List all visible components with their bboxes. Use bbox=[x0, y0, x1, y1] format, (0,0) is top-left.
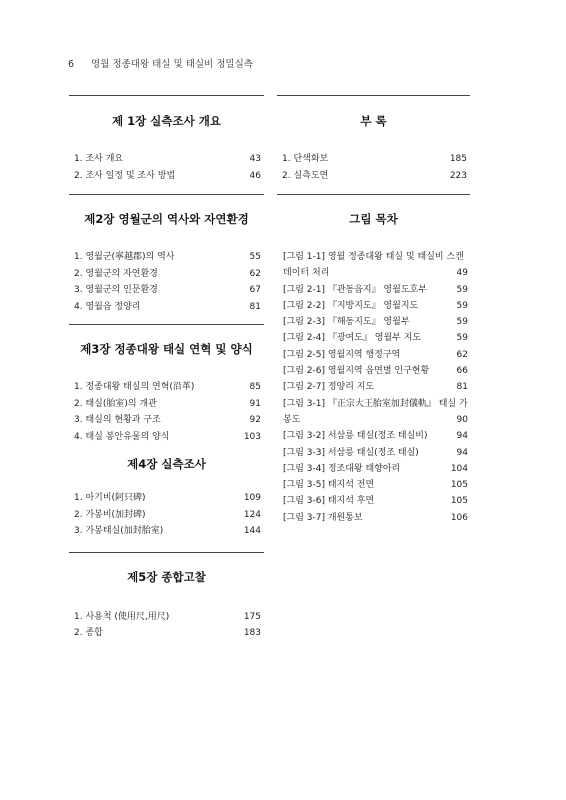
appendix-title[interactable]: 부 록 bbox=[360, 114, 387, 128]
figure-entry[interactable]: 데이터 처리 49 bbox=[283, 268, 468, 279]
figure-entry[interactable]: [그림 2-7] 정양리 지도 81 bbox=[283, 382, 468, 393]
figure-list bbox=[277, 249, 470, 526]
chapter-2 bbox=[69, 194, 264, 324]
toc-entry[interactable]: 3. 태실의 현황과 구조 92 bbox=[74, 415, 261, 425]
chapter-5-items bbox=[69, 609, 264, 642]
appendix-section bbox=[277, 95, 470, 194]
toc-entry[interactable]: 1. 아기비(阿只碑) 109 bbox=[74, 493, 261, 503]
toc-entry[interactable]: 1. 사용척 (使用尺,用尺) 175 bbox=[74, 611, 261, 622]
chapter-1 bbox=[69, 95, 264, 194]
figure-entry[interactable]: [그림 3-4] 정조대왕 태향아리 104 bbox=[283, 463, 468, 474]
toc-entry[interactable]: 2. 가봉비(加封碑) 124 bbox=[74, 509, 261, 520]
toc-entry[interactable]: 1. 영월군(寧越郡)의 역사 55 bbox=[74, 252, 261, 262]
chapter-3 bbox=[69, 324, 264, 458]
figure-entry[interactable]: [그림 3-7] 개원통보 106 bbox=[283, 512, 468, 523]
toc-entry[interactable]: 1. 정종대왕 태실의 연혁(沿革) 85 bbox=[74, 382, 261, 392]
chapter-title[interactable]: 제2장 영월군의 역사와 자연환경 bbox=[84, 212, 249, 226]
figure-entry[interactable]: [그림 1-1] 영월 정종대왕 태실 및 태실비 스캔 bbox=[283, 252, 464, 262]
figure-entry[interactable]: [그림 2-2] 『지방지도』 영월지도 59 bbox=[283, 300, 468, 311]
chapter-4-items bbox=[69, 490, 264, 552]
figure-entry[interactable]: [그림 2-6] 영월지역 읍면별 인구현황 66 bbox=[283, 366, 468, 377]
toc-entry[interactable]: 2. 영월군의 자연환경 62 bbox=[74, 268, 261, 279]
toc-entry[interactable]: 4. 영월읍 정양리 81 bbox=[74, 301, 261, 312]
chapter-title[interactable]: 제5장 종합고찰 bbox=[127, 569, 206, 584]
figure-entry[interactable]: [그림 2-1] 『관동읍지』 영월도호부 59 bbox=[283, 284, 468, 295]
toc-right-column bbox=[277, 95, 470, 526]
chapter-title[interactable]: 제3장 정종대왕 태실 연혁 및 양식 bbox=[80, 342, 253, 356]
figure-entry[interactable]: [그림 3-3] 서삼릉 태실(정조 태실) 94 bbox=[283, 447, 468, 458]
figure-entry[interactable]: [그림 3-2] 서삼릉 태실(정조 태실비) 94 bbox=[283, 431, 468, 442]
figure-entry[interactable]: [그림 3-1] 『正宗大王胎室加封儀軌』 태실 가 bbox=[283, 398, 468, 409]
running-title: 영월 정종대왕 태실 및 태실비 정밀실측 bbox=[91, 59, 253, 70]
chapter-title[interactable]: 제 1장 실측조사 개요 bbox=[112, 114, 221, 128]
toc-entry[interactable]: 3. 가봉태실(加封胎室) 144 bbox=[74, 526, 261, 536]
toc-entry[interactable]: 4. 태실 봉안유물의 양식 103 bbox=[74, 431, 261, 442]
figures-section bbox=[277, 194, 470, 526]
toc-entry[interactable]: 3. 영월군의 인문환경 67 bbox=[74, 285, 261, 295]
chapter-5 bbox=[69, 552, 264, 642]
toc-entry[interactable]: 1. 조사 개요 43 bbox=[74, 154, 261, 164]
chapter-title[interactable]: 제4장 실측조사 bbox=[127, 457, 206, 471]
toc-entry[interactable]: 1. 단색화보 185 bbox=[282, 154, 467, 164]
appendix-items bbox=[277, 151, 470, 194]
figure-entry[interactable]: 봉도 90 bbox=[283, 414, 468, 425]
figure-entry[interactable]: [그림 3-5] 태지석 전면 105 bbox=[283, 480, 468, 491]
chapter-4 bbox=[69, 458, 264, 552]
toc-left-column bbox=[69, 95, 264, 642]
toc-entry[interactable]: 2. 조사 일정 및 조사 방법 46 bbox=[74, 170, 261, 181]
figure-entry[interactable]: [그림 2-3] 『해동지도』 영월부 59 bbox=[283, 317, 468, 328]
figures-title[interactable]: 그림 목차 bbox=[349, 212, 398, 226]
chapter-2-items bbox=[69, 249, 264, 324]
figure-entry[interactable]: [그림 2-4] 『광여도』 영월부 지도 59 bbox=[283, 333, 468, 344]
chapter-3-items bbox=[69, 379, 264, 458]
figure-entry[interactable]: [그림 3-6] 태지석 후면 105 bbox=[283, 496, 468, 507]
toc-entry[interactable]: 2. 태실(胎室)의 개관 91 bbox=[74, 398, 261, 409]
toc-entry[interactable]: 2. 실측도면 223 bbox=[282, 170, 467, 181]
running-header bbox=[68, 56, 253, 70]
chapter-1-items bbox=[69, 151, 264, 194]
figure-entry[interactable]: [그림 2-5] 영월지역 행정구역 62 bbox=[283, 349, 468, 360]
page-number: 6 bbox=[68, 59, 75, 70]
toc-entry[interactable]: 2. 종합 183 bbox=[74, 628, 261, 638]
